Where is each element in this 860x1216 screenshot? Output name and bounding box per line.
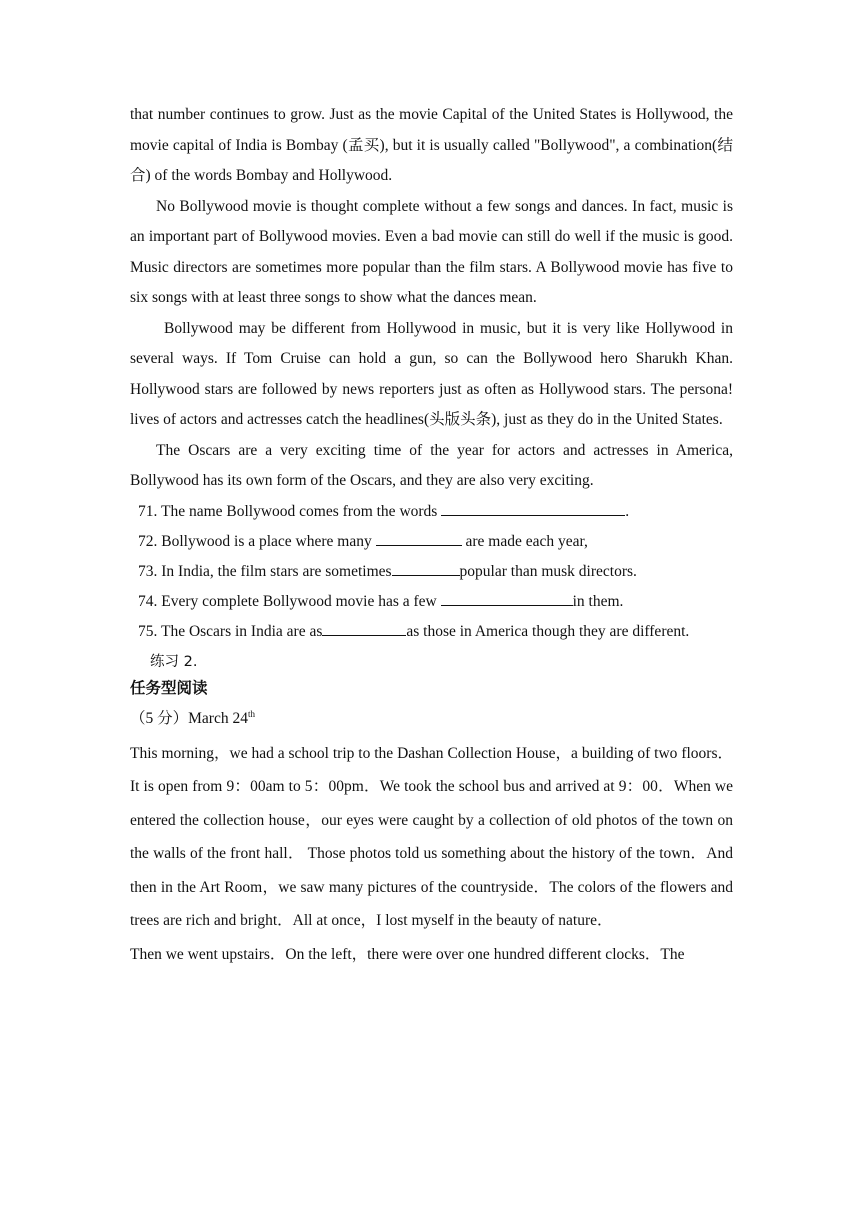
answer-blank-72[interactable] xyxy=(376,531,462,546)
answer-blank-71[interactable] xyxy=(441,501,625,516)
passage1-paragraph-2: No Bollywood movie is thought complete without a few songs and dances. In fact, music is an important part of Bollywood movies. Even a bad movie can still do well if the music is good. Music directors are sometimes more popular than the film stars. A Bollywood movie has five to six songs with at least three songs to show what the dances mean. xyxy=(130,197,733,306)
answer-blank-75[interactable] xyxy=(322,621,406,636)
question-72: 72. Bollywood is a place where many are made each year, xyxy=(138,532,588,550)
document-page xyxy=(130,100,733,972)
answer-blank-74[interactable] xyxy=(441,591,573,606)
question-75: 75. The Oscars in India are as as those in America though they are different. xyxy=(138,622,690,640)
question-73: 73. In India, the film stars are sometimes popular than musk directors. xyxy=(138,562,637,580)
passage1-paragraph-3: Bollywood may be different from Hollywood in music, but it is very like Hollywood in several ways. If Tom Cruise can hold a gun, so can the Bollywood hero Sharukh Khan. Hollywood stars are followed by news reporters just as often as Hollywood stars. The persona! lives of actors and actresses catch the headlines(头版头条), just as they do in the United States. xyxy=(130,319,733,428)
score-date-line: （5 分）March 24th xyxy=(130,708,255,727)
passage1-paragraph-4: The Oscars are a very exciting time of the year for actors and actresses in America, Bollywood has its own form of the Oscars, and they are also very exciting. xyxy=(130,441,733,489)
passage2-paragraph-1: This morning，we had a school trip to the Dashan Collection House，a building of two floors．It is open from 9：00am to 5：00pm．We took the school bus and arrived at 9：00．When we entered the collection house，our eyes were caught by a collection of old photos of the town on the walls of the front hall． Those photos told us something about the history of the town．And then in the Art Room，we saw many pictures of the countryside．The colors of the flowers and trees are rich and bright．All at once，I lost myself in the beauty of nature． xyxy=(130,744,733,930)
practice-label: 练习 2. xyxy=(150,653,198,670)
answer-blank-73[interactable] xyxy=(392,561,460,576)
question-71: 71. The name Bollywood comes from the words . xyxy=(138,502,630,520)
passage2-paragraph-2: Then we went upstairs．On the left，there were over one hundred different clocks．The xyxy=(130,946,685,964)
task-title: 任务型阅读 xyxy=(130,678,208,697)
question-74: 74. Every complete Bollywood movie has a few in them. xyxy=(138,592,624,610)
passage1-paragraph-1: that number continues to grow. Just as the movie Capital of the United States is Hollywood, the movie capital of India is Bombay (孟买), but it is usually called "Bollywood", a combination(结合) of the words Bombay and Hollywood. xyxy=(130,106,733,184)
